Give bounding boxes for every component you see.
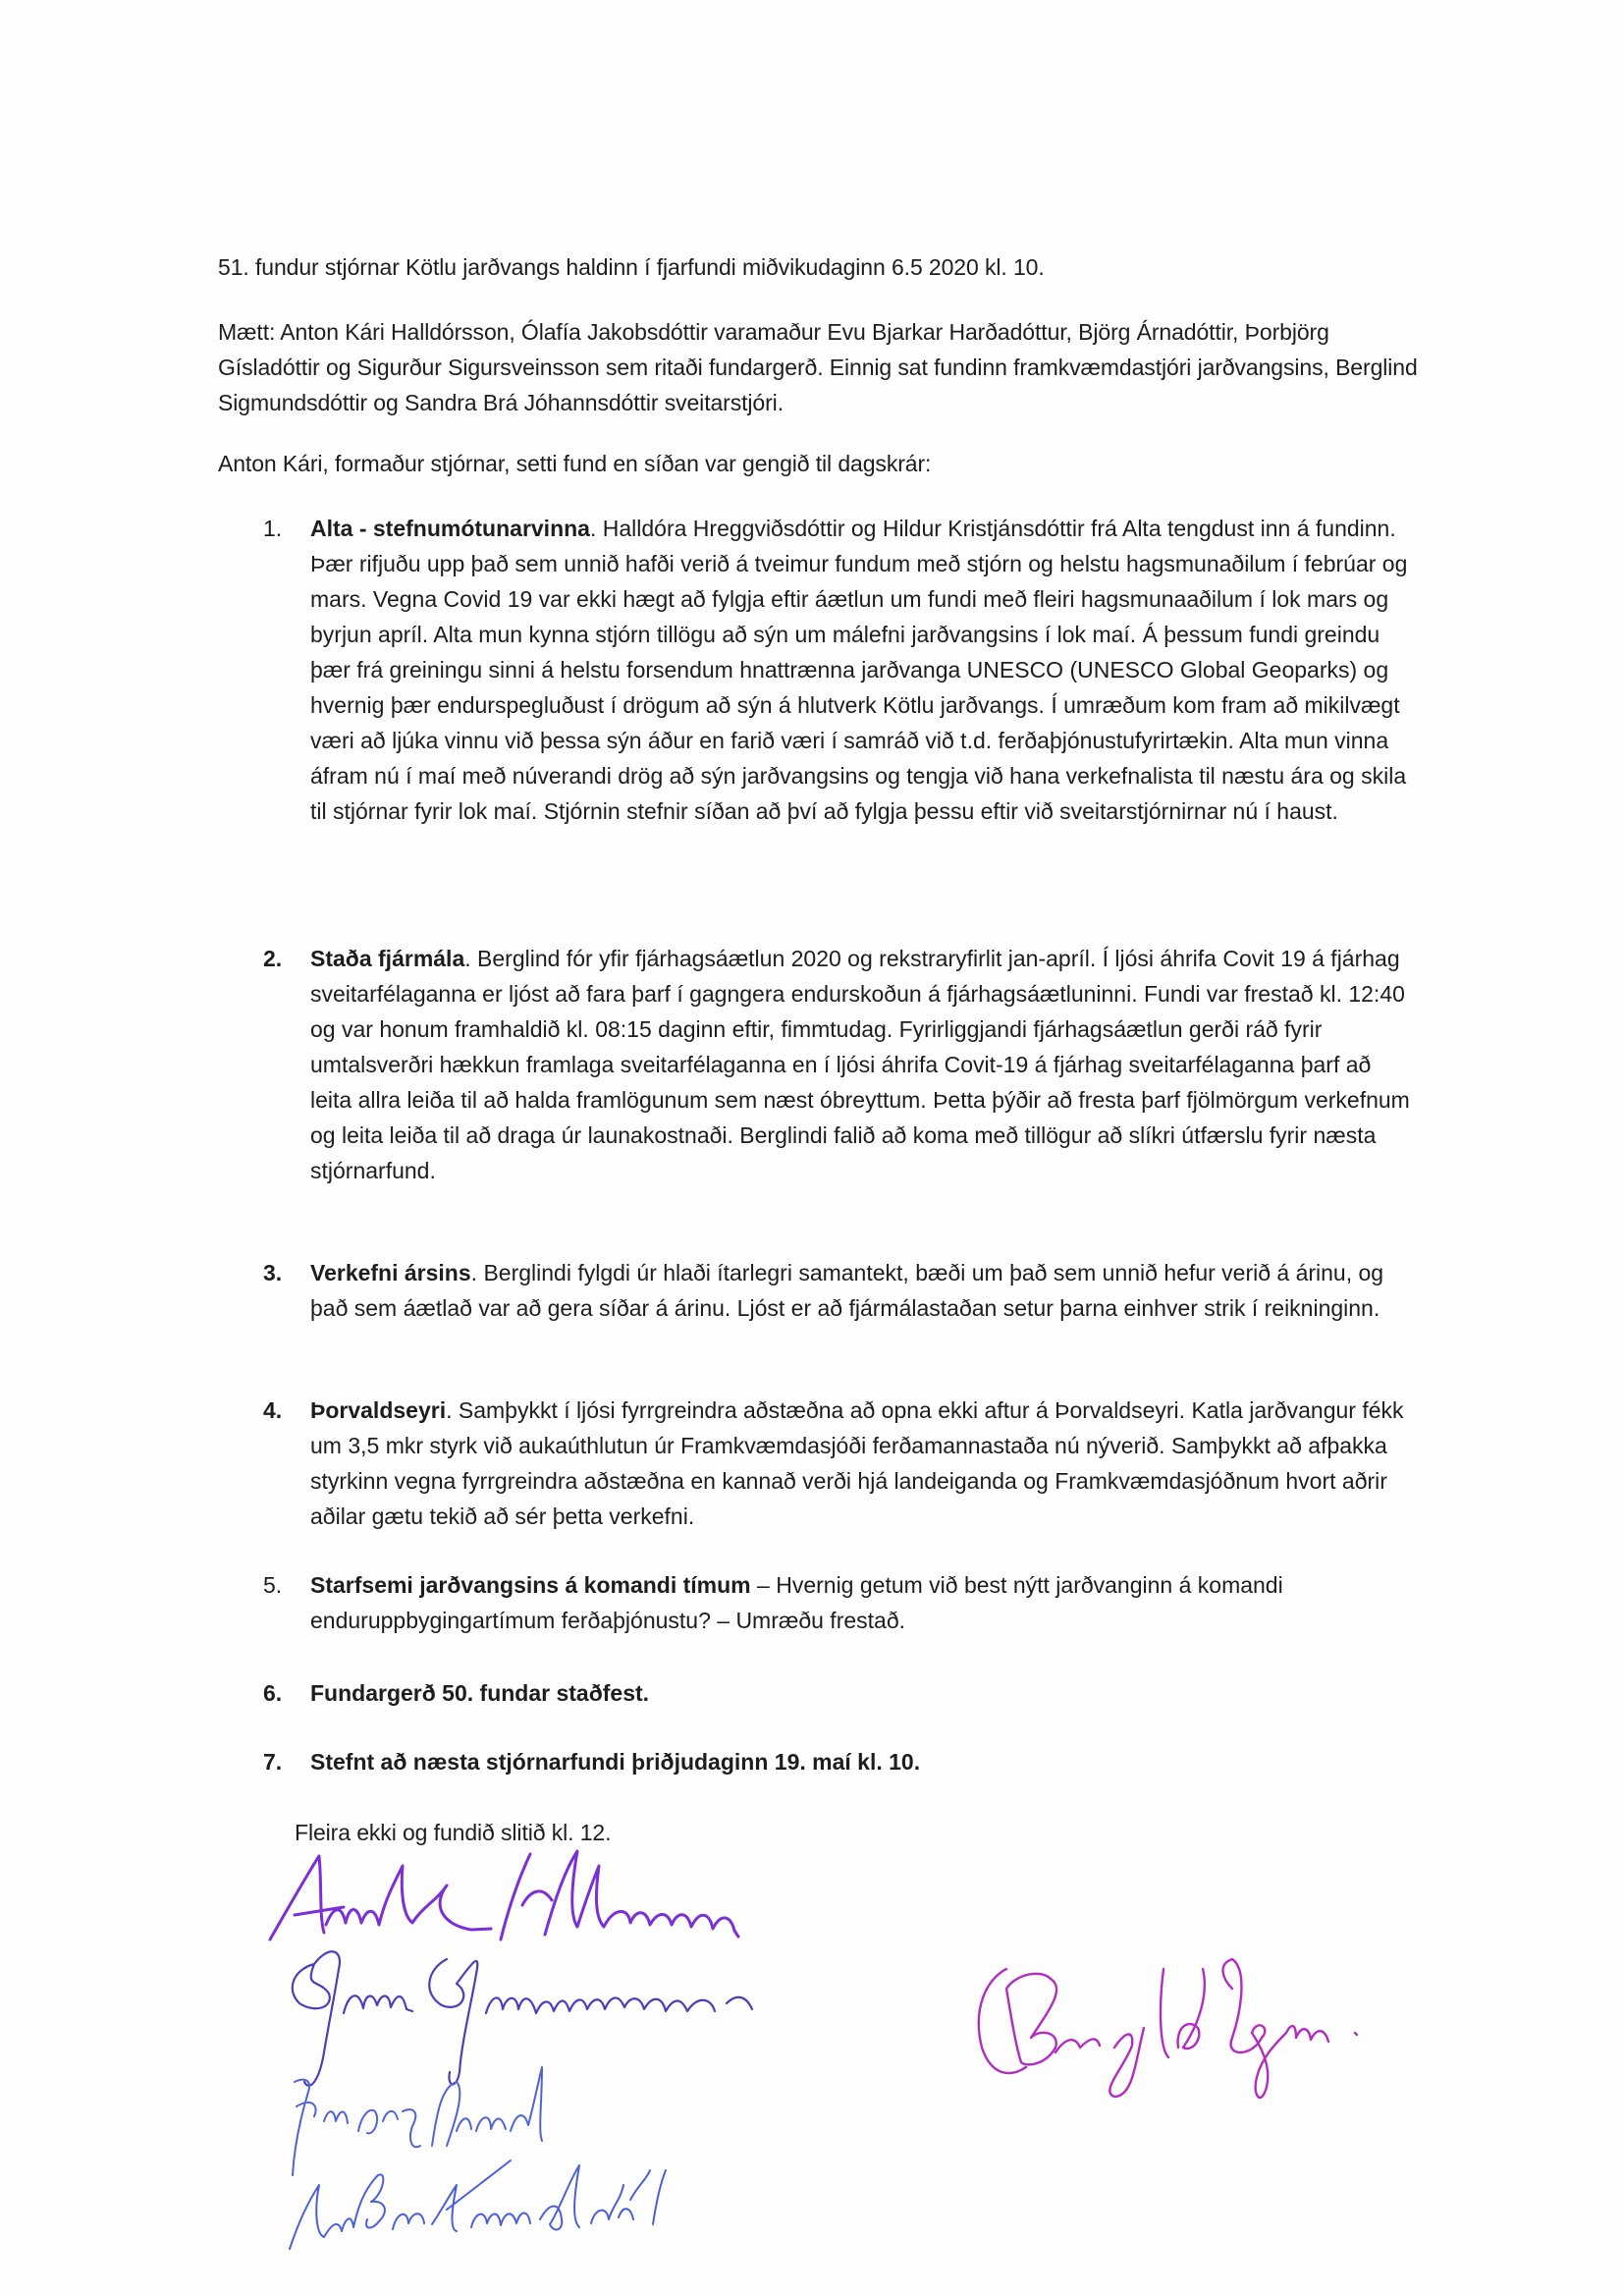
agenda-item-heading: Starfsemi jarðvangsins á komandi tímum: [310, 1572, 751, 1598]
agenda-item: [263, 511, 1412, 829]
signature-berglind: [967, 1949, 1399, 2106]
agenda-item-text: – Hvernig getum við best nýtt jarðvanginn á komandi enduruppbygingartímum ferðaþjónustu? – Umræðu frestað.: [310, 1572, 1283, 1633]
agenda-item-number: 7.: [263, 1749, 283, 1775]
agenda-item-text: Halldóra Hreggviðsdóttir og Hildur Kristjánsdóttir frá Alta tengdust inn á fundinn. Þær rifjuðu upp það sem unnið hafði verið á tveimur fundum með stjórn og helstu hagsmunaðilum í febrúar og mars. Vegna Covid 19 var ekki hægt að fylgja eftir áætlun um fundi með fleiri hagsmunaaðilum í lok mars og byrjun apríl. Alta mun kynna stjórn tillögu að sýn um málefni jarðvangsins í lok maí. Á þessum fundi greindu þær frá greiningu sinni á helstu forsendum hnattrænna jarðvanga UNESCO (UNESCO Global Geoparks) og hvernig þær endurspegluðust í drögum að sýn á hlutverk Kötlu jarðvangs. Í umræðum kom fram að mikilvægt væri að ljúka vinnu við þessa sýn áður en farið væri í samráð við t.d. ferðaþjónustufyrirtækin. Alta mun vinna áfram nú í maí með núverandi drög að sýn jarðvangsins og tengja við hana verkefnalista til næstu ára og skila til stjórnar fyrir lok maí. Stjórnin stefnir síðan að því að fylgja þessu eftir við sveitarstjórnirnar nú í haust.: [310, 516, 1408, 824]
agenda-item-number: 5.: [263, 1572, 283, 1598]
agenda-item-number: 3.: [263, 1260, 283, 1285]
agenda-item-number: 2.: [263, 946, 283, 971]
agenda-item-text: Berglindi fylgdi úr hlaði ítarlegri samantekt, bæði um það sem unnið hefur verið á árinu, og það sem áætlað var að gera síðar á árinu. Ljóst er að fjármálastaðan setur þarna einhver strik í reikninginn.: [310, 1260, 1384, 1321]
agenda-item-heading: Verkefni ársins: [310, 1260, 471, 1285]
agenda-item-number: 6.: [263, 1680, 283, 1706]
attendees-paragraph: Mætt: Anton Kári Halldórsson, Ólafía Jakobsdóttir varamaður Evu Bjarkar Harðadóttur, Björg Árnadóttir, Þorbjörg Gísladóttir og Sigurður Sigursveinsson sem ritaði fundargerð. Einnig sat fundinn framkvæmdastjóri jarðvangsins, Berglind Sigmundsdóttir og Sandra Brá Jóhannsdóttir sveitarstjóri.: [218, 319, 1418, 415]
agenda-item-separator: .: [470, 1260, 484, 1285]
agenda-item-number: 4.: [263, 1397, 283, 1423]
agenda-item: [263, 1255, 1412, 1326]
signature-olafia: [285, 2141, 697, 2259]
agenda-item-heading: Alta - stefnumótunarvinna: [310, 516, 590, 541]
agenda-item-separator: .: [446, 1397, 459, 1423]
agenda-item: [263, 1567, 1412, 1638]
signature-olafia-ink: [285, 2141, 697, 2259]
agenda-item: [263, 941, 1412, 1188]
agenda-item-heading: Stefnt að næsta stjórnarfundi þriðjudaginn 19. maí kl. 10.: [310, 1749, 921, 1775]
closing-line: Fleira ekki og fundið slitið kl. 12.: [295, 1820, 612, 1845]
agenda-item-text: Samþykkt í ljósi fyrrgreindra aðstæðna að opna ekki aftur á Þorvaldseyri. Katla jarðvangur fékk um 3,5 mkr styrk við aukaúthlutun úr Framkvæmdasjóði ferðamannastaða nú nýverið. Samþykkt að afþakka styrkinn vegna fyrrgreindra aðstæðna en kannað verði hjá landeiganda og Framkvæmdasjóðnum hvort aðrir aðilar gætu tekið að sér þetta verkefni.: [310, 1397, 1404, 1529]
agenda-item: [263, 1393, 1412, 1534]
agenda-item-separator: .: [464, 946, 478, 971]
agenda-item-heading: Fundargerð 50. fundar staðfest.: [310, 1680, 650, 1706]
agenda-item-separator: .: [589, 516, 603, 541]
signature-berglind-ink: [967, 1949, 1399, 2106]
agenda-item-number: 1.: [263, 516, 283, 541]
meeting-title: 51. fundur stjórnar Kötlu jarðvangs haldinn í fjarfundi miðvikudaginn 6.5 2020 kl. 10.: [218, 254, 1045, 280]
agenda-item-heading: Þorvaldseyri: [310, 1397, 447, 1423]
agenda-item-heading: Staða fjármála: [310, 946, 465, 971]
opening-paragraph: Anton Kári, formaður stjórnar, setti fund en síðan var gengið til dagskrár:: [218, 451, 932, 476]
agenda-item: [263, 1675, 1412, 1711]
agenda-item: [263, 1744, 1412, 1779]
agenda-item-text: Berglind fór yfir fjárhagsáætlun 2020 og rekstraryfirlit jan-apríl. Í ljósi áhrifa Covit 19 á fjárhag sveitarfélaganna er ljóst að fara þarf í gagngera endurskoðun á fjárhagsáætluninni. Fundi var frestað kl. 12:40 og var honum framhaldið kl. 08:15 daginn eftir, fimmtudag. Fyrirliggjandi fjárhagsáætlun gerði ráð fyrir umtalsverðri hækkun framlaga sveitarfélaganna en í ljósi áhrifa Covit-19 á fjárhag sveitarfélaganna þarf að leita allra leiða til að halda framlögunum sem næst óbreyttum. Þetta þýðir að fresta þarf fjölmörgum verkefnum og leita leiða til að draga úr launakostnaði. Berglindi falið að koma með tillögur að slíkri útfærslu fyrir næsta stjórnarfund.: [310, 946, 1410, 1183]
